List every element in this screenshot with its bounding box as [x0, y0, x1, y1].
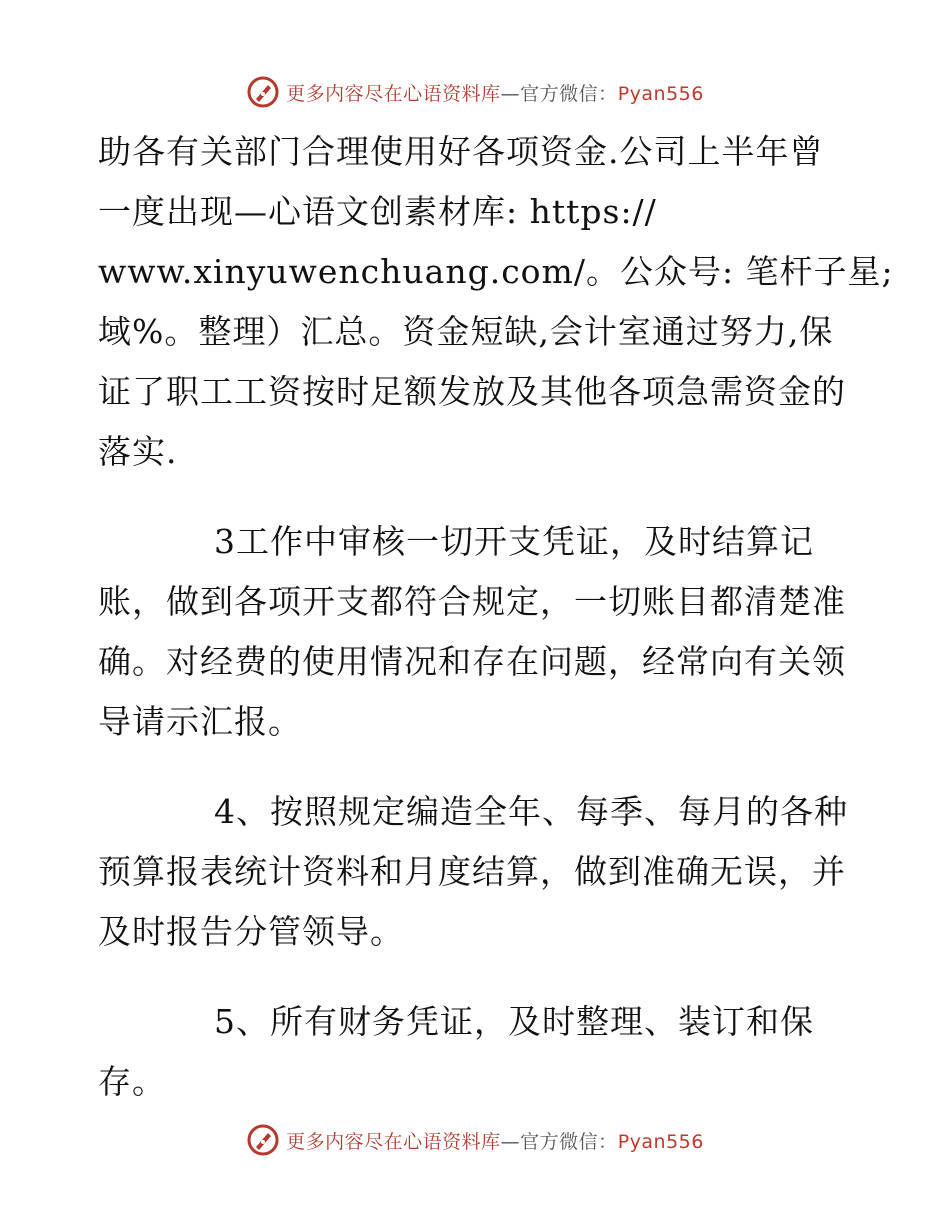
paragraph-4 [98, 992, 858, 1112]
text-line: 导请示汇报。 [98, 702, 302, 741]
text-line: 证了职工工资按时足额发放及其他各项急需资金的 [98, 372, 846, 411]
banner-separator: — [500, 1130, 521, 1153]
text-line: 助各有关部门合理使用好各项资金.公司上半年曾 [98, 132, 824, 171]
banner-wechat-id: Pyan556 [617, 1130, 704, 1153]
banner-wechat-id: Pyan556 [617, 82, 704, 105]
text-line: 域%。整理）汇总。资金短缺,会计室通过努力,保 [98, 312, 834, 351]
text-line: 及时报告分管领导。 [98, 912, 404, 951]
text-line: 落实. [98, 432, 178, 471]
paragraph-2 [98, 512, 858, 752]
pen-nib-icon [246, 1123, 280, 1157]
banner-site-text: 更多内容尽在心语资料库 [286, 1130, 501, 1153]
paragraph-1 [98, 122, 894, 482]
text-line: 预算报表统计资料和月度结算，做到准确无误，并 [98, 852, 846, 891]
text-line: 账，做到各项开支都符合规定，一切账目都清楚准 [98, 582, 846, 621]
banner-text [286, 1127, 704, 1154]
banner-separator: — [500, 82, 521, 105]
paragraph-3 [98, 782, 858, 962]
header-banner [0, 72, 950, 112]
pen-nib-icon [246, 75, 280, 109]
text-line: 5、所有财务凭证，及时整理、装订和保 [214, 1002, 814, 1041]
document-body [98, 122, 894, 1112]
text-line: 3工作中审核一切开支凭证，及时结算记 [214, 522, 814, 561]
text-line: 一度出现—心语文创素材库: https:// [98, 192, 657, 231]
text-line: 存。 [98, 1062, 166, 1101]
text-line: www.xinyuwenchuang.com/。公众号: 笔杆子星; [98, 252, 894, 291]
banner-wechat-label: 官方微信： [520, 82, 618, 105]
text-line: 确。对经费的使用情况和存在问题，经常向有关领 [98, 642, 846, 681]
text-line: 4、按照规定编造全年、每季、每月的各种 [214, 792, 848, 831]
banner-wechat-label: 官方微信： [520, 1130, 618, 1153]
footer-banner [0, 1120, 950, 1160]
banner-text [286, 79, 704, 106]
banner-site-text: 更多内容尽在心语资料库 [286, 82, 501, 105]
